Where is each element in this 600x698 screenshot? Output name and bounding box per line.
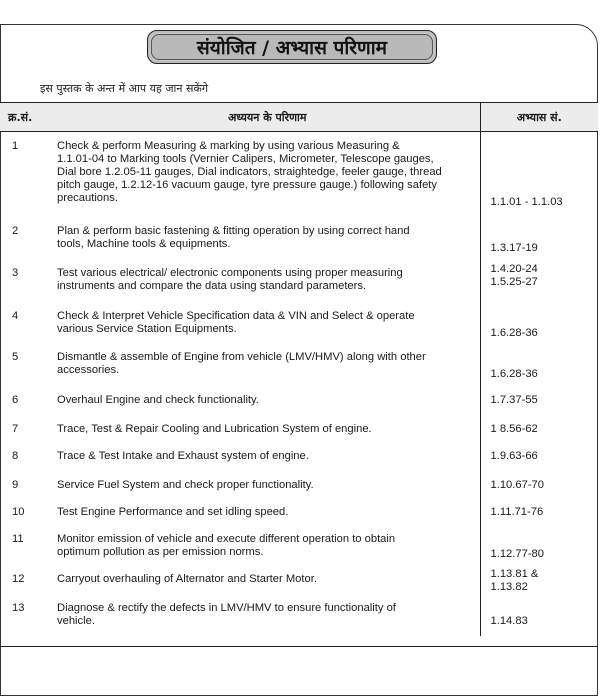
- row-serial-no: 10: [12, 505, 25, 518]
- outcome-line: Check & Interpret Vehicle Specification data & VIN and Select & operate: [57, 309, 415, 322]
- row-serial-no: 9: [12, 478, 19, 491]
- row-exercise-no: [480, 259, 598, 302]
- row-outcome: [55, 343, 480, 386]
- title-banner: [147, 30, 437, 64]
- row-serial-no: 12: [12, 572, 25, 585]
- header-outcome: अध्ययन के परिणाम: [55, 103, 480, 132]
- outcome-line: optimum pollution as per emission norms.: [57, 545, 264, 558]
- row-serial-no: 8: [12, 449, 19, 462]
- table-row: [0, 386, 598, 415]
- exercise-ref: 1.13.81 &: [490, 567, 539, 580]
- outcome-line: Dismantle & assemble of Engine from vehicle (LMV/HMV) along with other: [57, 350, 426, 363]
- exercise-ref: 1.12.77-80: [490, 547, 544, 560]
- row-outcome: [55, 471, 480, 498]
- outcomes-table: [0, 102, 598, 636]
- table-row: [0, 415, 598, 442]
- row-outcome: [55, 132, 480, 217]
- outcome-line: Service Fuel System and check proper functionality.: [57, 478, 314, 491]
- exercise-ref: 1.6.28-36: [490, 367, 538, 380]
- table-row: [0, 565, 598, 594]
- row-exercise-no: [480, 442, 598, 471]
- outcome-line: pitch gauge, 1.2.12-16 vacuum gauge, tyre pressure gauge.) following safety: [57, 179, 437, 191]
- table-row: [0, 525, 598, 565]
- row-outcome: [55, 594, 480, 636]
- header-serial-no: क्र.सं.: [0, 103, 55, 132]
- page-subtitle: इस पुस्तक के अन्त में आप यह जान सकेंगे: [40, 82, 209, 95]
- outcome-line: vehicle.: [57, 614, 95, 627]
- row-outcome: [55, 302, 480, 343]
- row-exercise-no: [480, 498, 598, 525]
- row-outcome: [55, 442, 480, 471]
- outcome-line: Diagnose & rectify the defects in LMV/HMV to ensure functionality of: [57, 601, 396, 614]
- row-serial-no: 5: [12, 350, 19, 363]
- table-row: [0, 132, 598, 217]
- row-serial-no: 2: [12, 224, 19, 237]
- row-exercise-no: [480, 386, 598, 415]
- row-outcome: [55, 415, 480, 442]
- table-row: [0, 498, 598, 525]
- exercise-ref: 1.3.17-19: [490, 241, 538, 254]
- table-row: [0, 471, 598, 498]
- exercise-ref: 1.9.63-66: [490, 449, 538, 462]
- outcome-line: instruments and compare the data using standard parameters.: [57, 279, 367, 292]
- row-exercise-no: [480, 302, 598, 343]
- row-exercise-no: [480, 471, 598, 498]
- row-serial-no: 6: [12, 393, 19, 406]
- row-exercise-no: [480, 343, 598, 386]
- outcome-line: Test various electrical/ electronic components using proper measuring: [57, 266, 403, 279]
- row-outcome: [55, 498, 480, 525]
- row-exercise-no: [480, 217, 598, 259]
- table-body: [0, 132, 598, 636]
- row-outcome: [55, 386, 480, 415]
- row-outcome: [55, 525, 480, 565]
- exercise-ref: 1.4.20-24: [490, 262, 538, 275]
- row-exercise-no: [480, 565, 598, 594]
- table-bottom-rule: [0, 646, 598, 647]
- table-row: [0, 343, 598, 386]
- table-header-row: [0, 103, 598, 132]
- row-outcome: [55, 565, 480, 594]
- row-serial-no: 4: [12, 309, 19, 322]
- exercise-ref: 1 8.56-62: [490, 422, 538, 435]
- outcome-line: Monitor emission of vehicle and execute different operation to obtain: [57, 532, 396, 545]
- row-serial-no: 1: [12, 140, 19, 152]
- row-exercise-no: [480, 415, 598, 442]
- outcome-line: Dial bore 1.2.05-11 gauges, Dial indicators, straightedge, feeler gauge, thread: [57, 166, 442, 178]
- outcome-line: Trace & Test Intake and Exhaust system of engine.: [57, 449, 309, 462]
- outcome-line: tools, Machine tools & equipments.: [57, 237, 231, 250]
- page-title: संयोजित / अभ्यास परिणाम: [196, 37, 388, 59]
- outcome-line: Overhaul Engine and check functionality.: [57, 393, 259, 406]
- table-row: [0, 217, 598, 259]
- outcome-line: various Service Station Equipments.: [57, 322, 237, 335]
- row-exercise-no: [480, 132, 598, 217]
- outcome-line: precautions.: [57, 192, 118, 204]
- exercise-ref: 1.5.25-27: [490, 275, 538, 288]
- outcome-line: accessories.: [57, 363, 120, 376]
- row-serial-no: 11: [12, 532, 24, 545]
- exercise-ref: 1.13.82: [490, 580, 528, 593]
- row-outcome: [55, 259, 480, 302]
- exercise-ref: 1.11.71-76: [490, 505, 544, 518]
- row-exercise-no: [480, 525, 598, 565]
- exercise-ref: 1.7.37-55: [490, 393, 538, 406]
- row-serial-no: 3: [12, 266, 19, 279]
- outcome-line: Trace, Test & Repair Cooling and Lubrication System of engine.: [57, 422, 372, 435]
- table-row: [0, 302, 598, 343]
- table-row: [0, 259, 598, 302]
- outcome-line: Check & perform Measuring & marking by using various Measuring &: [57, 140, 400, 152]
- header-exercise-no: अभ्यास सं.: [480, 103, 598, 132]
- table-row: [0, 594, 598, 636]
- exercise-ref: 1.6.28-36: [490, 326, 538, 339]
- exercise-ref: 1.14.83: [490, 614, 528, 627]
- outcome-line: Carryout overhauling of Alternator and Starter Motor.: [57, 572, 317, 585]
- row-exercise-no: [480, 594, 598, 636]
- row-outcome: [55, 217, 480, 259]
- row-serial-no: 13: [12, 601, 25, 614]
- outcome-line: Plan & perform basic fastening & fitting operation by using correct hand: [57, 224, 410, 237]
- exercise-ref: 1.1.01 - 1.1.03: [490, 196, 563, 208]
- exercise-ref: 1.10.67-70: [490, 478, 544, 491]
- outcome-line: Test Engine Performance and set idling speed.: [57, 505, 289, 518]
- outcome-line: 1.1.01-04 to Marking tools (Vernier Calipers, Micrometer, Telescope gauges,: [57, 153, 434, 165]
- row-serial-no: 7: [12, 422, 19, 435]
- table-row: [0, 442, 598, 471]
